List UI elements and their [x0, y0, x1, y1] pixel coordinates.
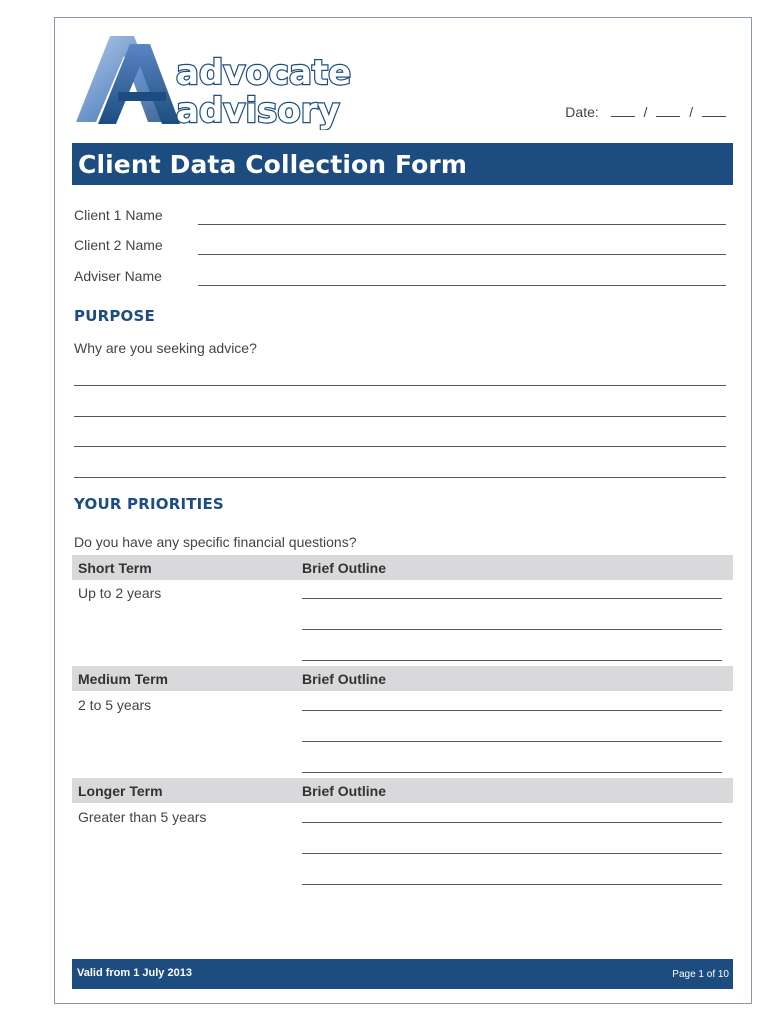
client-1-name-field[interactable] — [74, 207, 726, 227]
outline-label: Brief Outline — [302, 671, 387, 687]
outline-label: Brief Outline — [302, 560, 387, 576]
footer-bar — [72, 959, 733, 989]
term-range: 2 to 5 years — [78, 697, 152, 713]
purpose-question: Why are you seeking advice? — [74, 340, 257, 356]
field-input-line[interactable] — [198, 254, 726, 255]
outline-label: Brief Outline — [302, 783, 387, 799]
short-term-outline-line[interactable] — [302, 660, 722, 661]
logo-text-line1: advocate — [176, 53, 352, 93]
date-separator: / — [689, 104, 694, 120]
page-number: Page 1 of 10 — [672, 969, 729, 980]
purpose-heading: PURPOSE — [74, 307, 155, 325]
term-label: Short Term — [78, 560, 152, 576]
medium-term-outline-line[interactable] — [302, 772, 722, 773]
purpose-answer-line[interactable] — [74, 446, 726, 447]
term-label: Medium Term — [78, 671, 168, 687]
date-label: Date: — [565, 104, 599, 120]
logo-a-crossbar — [118, 92, 166, 101]
longer-term-outline-line[interactable] — [302, 822, 722, 823]
date-year-blank[interactable] — [702, 116, 726, 117]
term-label: Longer Term — [78, 783, 163, 799]
short-term-outline-line[interactable] — [302, 629, 722, 630]
form-title-bar — [72, 143, 733, 185]
logo-text-line2: advisory — [176, 91, 340, 130]
longer-term-outline-line[interactable] — [302, 853, 722, 854]
date-separator: / — [643, 104, 648, 120]
field-input-line[interactable] — [198, 224, 726, 225]
priorities-question: Do you have any specific financial questions? — [74, 534, 357, 550]
client-2-name-field[interactable] — [74, 237, 726, 257]
field-label: Client 1 Name — [74, 207, 163, 223]
term-range: Up to 2 years — [78, 585, 162, 601]
advocate-advisory-logo — [72, 30, 352, 130]
medium-term-header — [72, 666, 733, 691]
longer-term-outline-line[interactable] — [302, 884, 722, 885]
purpose-answer-line[interactable] — [74, 477, 726, 478]
field-label: Client 2 Name — [74, 237, 163, 253]
priorities-heading: YOUR PRIORITIES — [74, 495, 224, 513]
field-label: Adviser Name — [74, 268, 162, 284]
short-term-header — [72, 555, 733, 580]
adviser-name-field[interactable] — [74, 268, 726, 288]
medium-term-outline-line[interactable] — [302, 741, 722, 742]
date-month-blank[interactable] — [656, 116, 680, 117]
valid-from-text: Valid from 1 July 2013 — [77, 967, 192, 979]
short-term-outline-line[interactable] — [302, 598, 722, 599]
medium-term-outline-line[interactable] — [302, 710, 722, 711]
term-range: Greater than 5 years — [78, 809, 207, 825]
date-field[interactable] — [565, 104, 726, 120]
field-input-line[interactable] — [198, 285, 726, 286]
form-title: Client Data Collection Form — [78, 150, 467, 179]
date-day-blank[interactable] — [611, 116, 635, 117]
longer-term-header — [72, 778, 733, 803]
purpose-answer-line[interactable] — [74, 385, 726, 386]
purpose-answer-line[interactable] — [74, 416, 726, 417]
